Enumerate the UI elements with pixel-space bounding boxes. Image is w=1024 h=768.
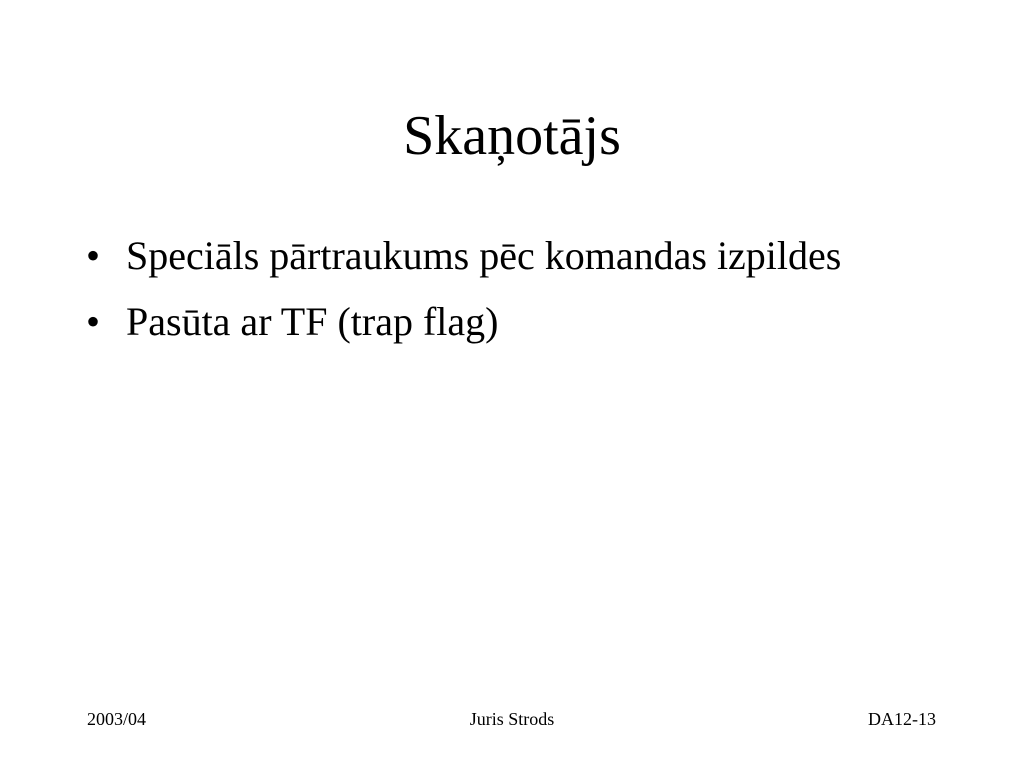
bullet-list [86, 232, 846, 364]
footer-date: 2003/04 [87, 709, 147, 729]
footer-author: Juris Strods [469, 709, 555, 729]
bullet-item [86, 298, 846, 346]
bullet-text: Pasūta ar TF (trap flag) [126, 299, 499, 344]
footer-slide-number: DA12-13 [868, 709, 936, 729]
bullet-marker: • [86, 299, 101, 344]
slide-title: Skaņotājs [403, 105, 621, 167]
bullet-marker: • [86, 233, 101, 278]
bullet-text: Speciāls pārtraukums pēc komandas izpildes [126, 233, 842, 278]
bullet-item [86, 232, 846, 280]
